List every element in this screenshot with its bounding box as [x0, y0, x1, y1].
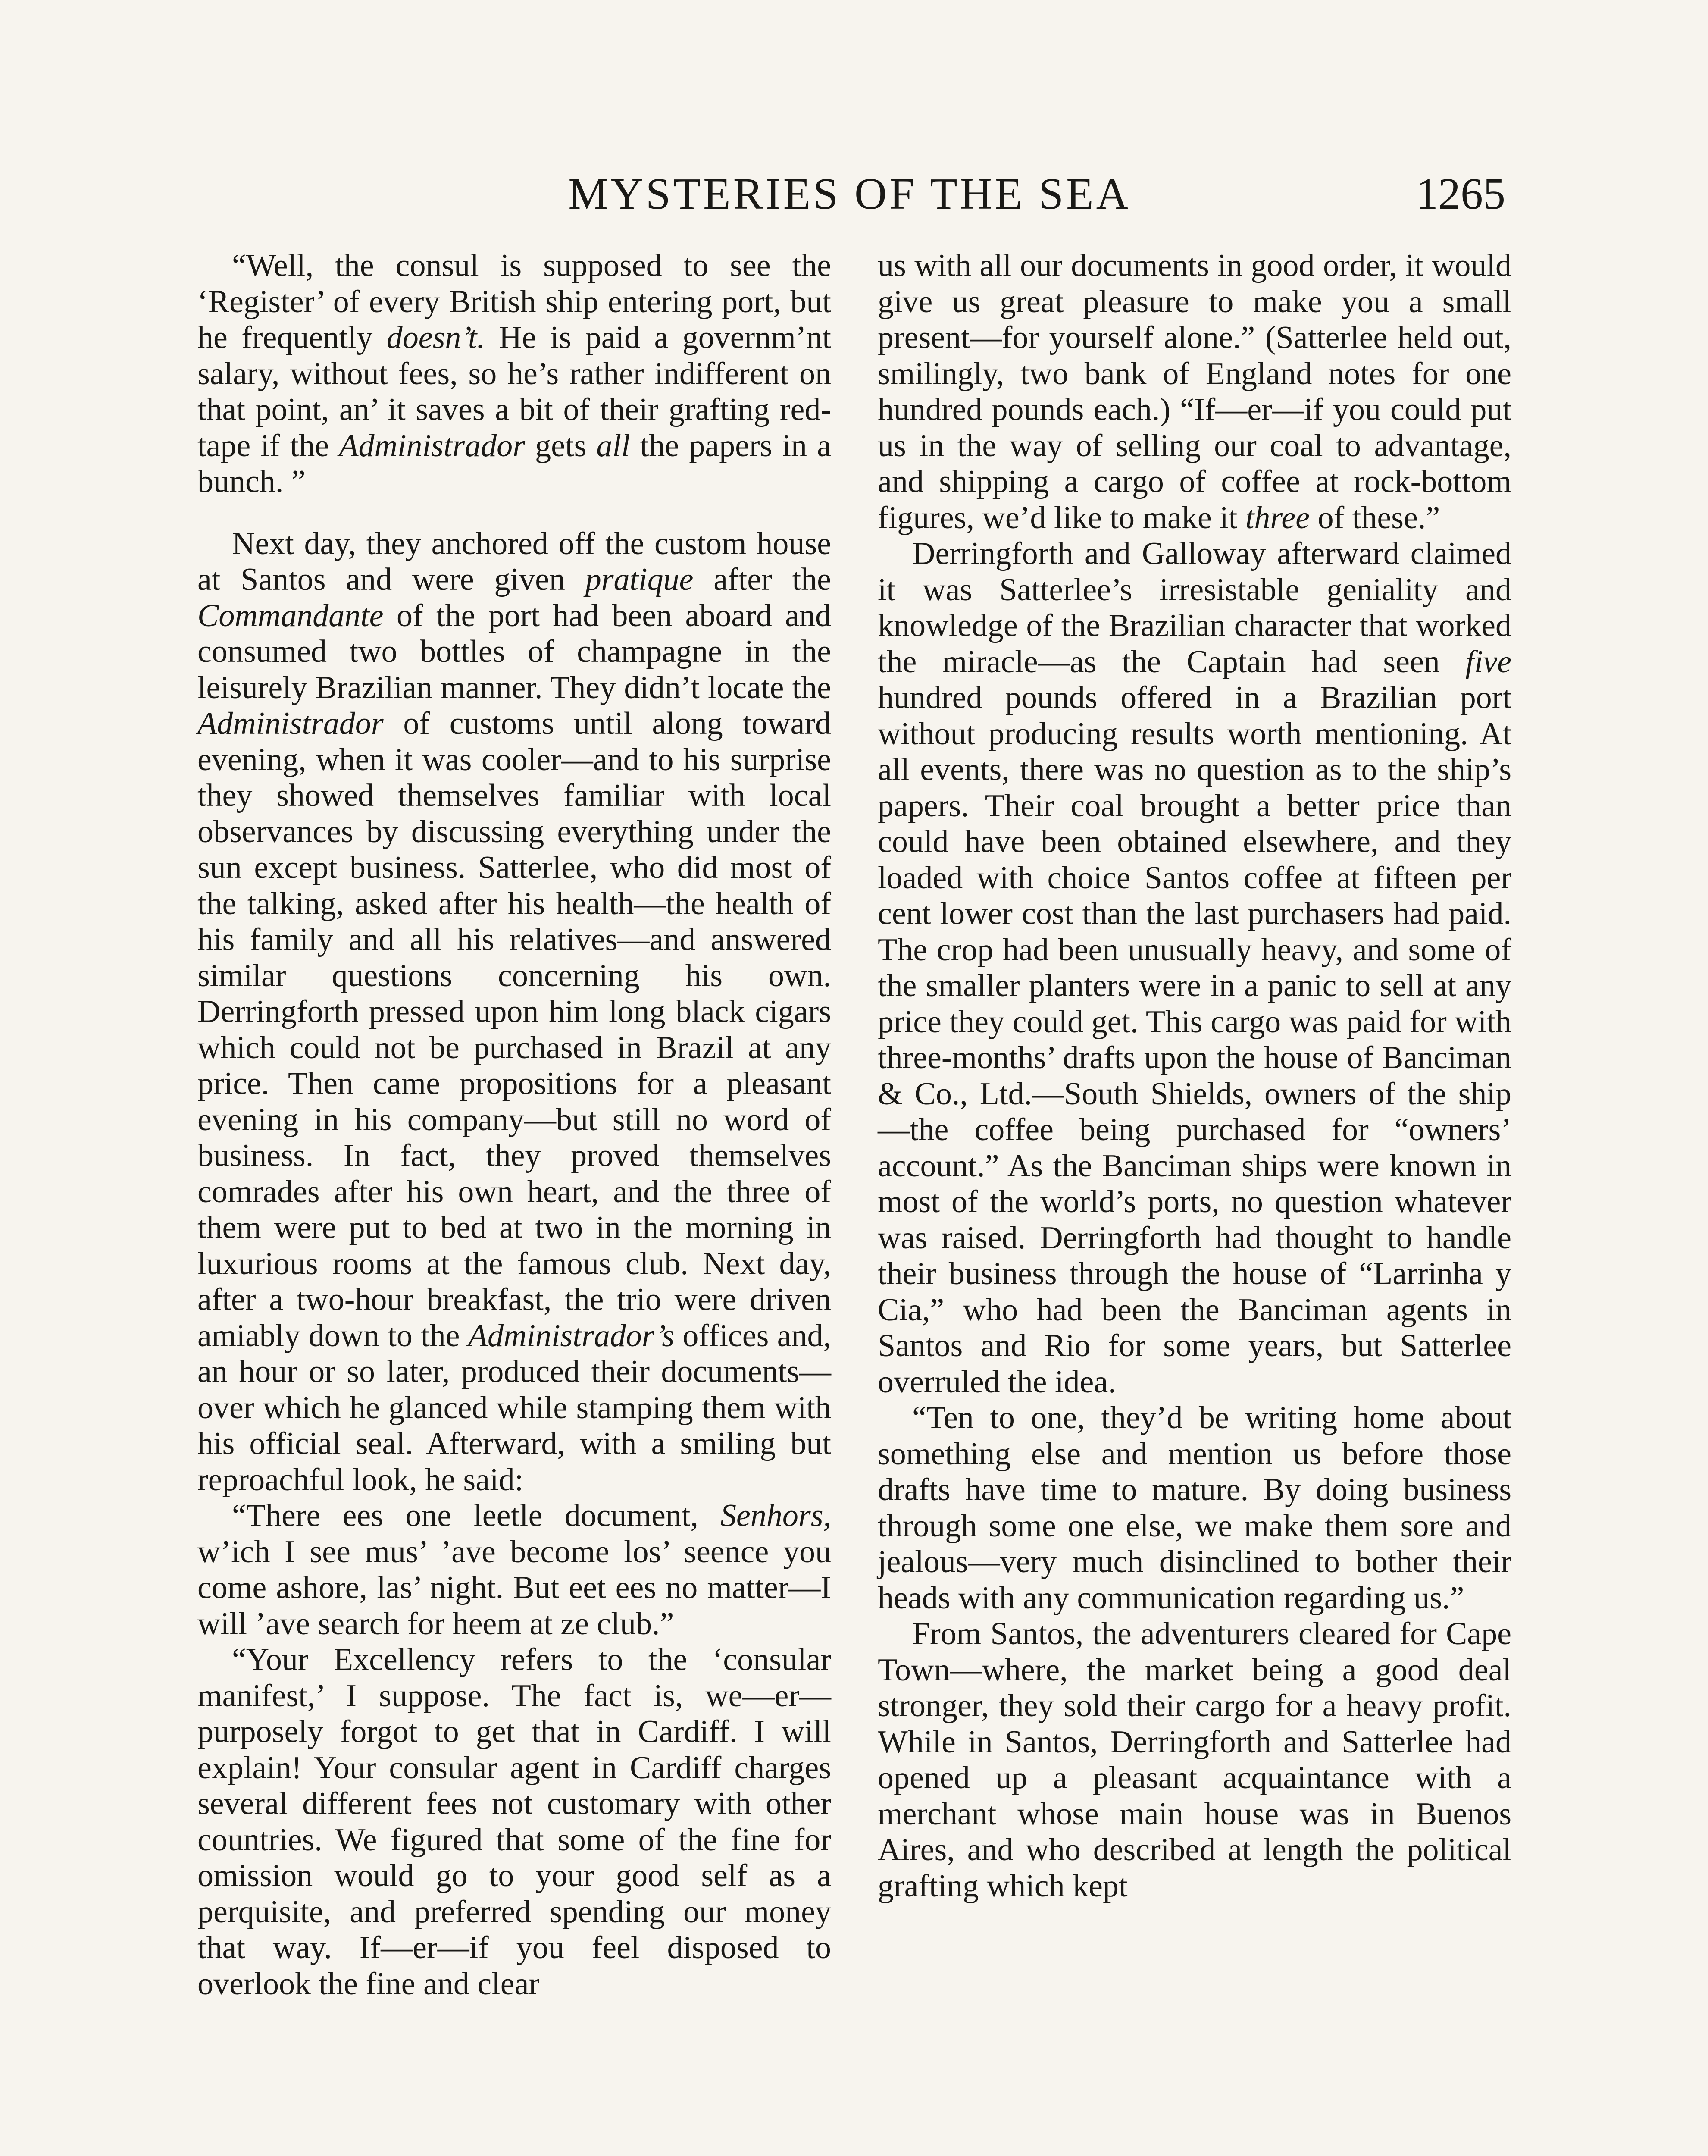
text-run: hundred pounds offered in a Brazilian port without producing results worth mentioning. At all events, there was no question as to the ship’s papers. Their coal brought a better price than could have been obtained elsewhere, and they loaded with choice Santos coffee at fifteen per cent lower cost than the last purchasers had paid. The crop had been unusually heavy, and some of the smaller planters were in a panic to sell at any price they could get. This cargo was paid for with three-months’ drafts upon the house of Banciman & Co., Ltd.—South Shields, owners of the ship—the coffee being purchased for “owners’ account.” As the Banciman ships were known in most of the world’s ports, no question whatever was raised. Derringforth had thought to handle their business through the house of “Larrinha y Cia,” who had been the Banciman agents in Santos and Rio for some years, but Satterlee overruled the idea.: [878, 680, 1511, 1400]
paragraph: [878, 248, 1511, 536]
text-run: He is paid a governm’nt salary, without fees, so he’s rather indifferent on that point, an’ it saves a bit of their grafting red-tape if the: [197, 320, 831, 464]
page-header: [194, 164, 1505, 224]
text-run: us with all our documents in good order, it would give us great pleasure to make you a small present—for yourself alone.” (Satterlee held out, smilingly, two bank of England notes for one hundred pounds each.) “If—er—if you could put us in the way of selling our coal to advantage, and shipping a cargo of coffee at rock-bottom figures, we’d like to make it: [878, 248, 1511, 536]
italic-text: Senhors,: [720, 1498, 831, 1533]
text-run: gets: [525, 428, 597, 464]
left-column: [197, 248, 831, 2002]
italic-text: Administrador: [339, 428, 525, 464]
paragraph: [878, 1400, 1511, 1616]
italic-text: all: [596, 428, 630, 464]
italic-text: three: [1245, 500, 1310, 536]
italic-text: five: [1465, 644, 1511, 680]
text-run: From Santos, the adventurers cleared for Cape Town—where, the market being a good deal stronger, they sold their cargo for a heavy profit. While in Santos, Derringforth and Satterlee had opened up a pleasant acquaintance with a merchant whose main house was in Buenos Aires, and who described at length the political grafting which kept: [878, 1616, 1511, 1904]
text-run: after the: [693, 562, 831, 597]
italic-text: Administrador: [197, 706, 384, 741]
paragraph: [197, 526, 831, 1498]
text-run: “There ees one leetle document,: [232, 1498, 721, 1533]
right-column: [878, 248, 1511, 1904]
text-run: of these.”: [1310, 500, 1440, 536]
paragraph: [878, 536, 1511, 1400]
text-run: of the port had been aboard and consumed two bottles of champagne in the leisurely Brazilian manner. They didn’t locate the: [197, 598, 831, 705]
text-run: of customs until along toward evening, when it was cooler—and to his surprise they showed themselves familiar with local observances by discussing everything under the sun except business. Satterlee, who did most of the talking, asked after his health—the health of his family and all his relatives—and answered similar questions concerning his own. Derringforth pressed upon him long black cigars which could not be purchased in Brazil at any price. Then came propositions for a pleasant evening in his company—but still no word of business. In fact, they proved themselves comrades after his own heart, and the three of them were put to bed at two in the morning in luxurious rooms at the famous club. Next day, after a two-hour breakfast, the trio were driven amiably down to the: [197, 706, 831, 1354]
page-number: 1265: [1416, 169, 1505, 219]
italic-text: Commandante: [197, 598, 384, 633]
text-run: w’ich I see mus’ ’ave become los’ seence you come ashore, las’ night. But eet ees no matter—I will ’ave search for heem at ze club.”: [197, 1534, 831, 1642]
text-run: the papers in a bunch. ”: [197, 428, 832, 499]
text-run: “Well, the consul is supposed to see the ‘Register’ of every British ship entering port, but he frequently: [197, 248, 831, 355]
paragraph: [197, 1642, 831, 2002]
italic-text: doesn’t.: [386, 320, 485, 355]
paragraph: [878, 1616, 1511, 1904]
paragraph: [197, 1498, 831, 1642]
italic-text: pratique: [585, 562, 694, 597]
text-run: “Ten to one, they’d be writing home about something else and mention us before those drafts have time to mature. By doing business through some one else, we make them sore and jealous—very much disinclined to bother their heads with any communication regarding us.”: [878, 1400, 1511, 1616]
running-title: MYSTERIES OF THE SEA: [568, 169, 1131, 219]
paragraph: [197, 248, 831, 500]
text-run: Derringforth and Galloway afterward claimed it was Satterlee’s irresistable geniality and knowledge of the Brazilian character that worked the miracle—as the Captain had seen: [878, 536, 1511, 680]
text-run: “Your Excellency refers to the ‘consular manifest,’ I suppose. The fact is, we—er—purposely forgot to get that in Cardiff. I will explain! Your consular agent in Cardiff charges several different fees not customary with other countries. We figured that some of the fine for omission would go to your good self as a perquisite, and preferred spending our money that way. If—er—if you feel disposed to overlook the fine and clear: [197, 1642, 831, 2002]
text-run: Next day, they anchored off the custom house at Santos and were given: [197, 526, 831, 597]
italic-text: Administrador’s: [468, 1318, 675, 1354]
text-run: offices and, an hour or so later, produced their documents—over which he glanced while stamping them with his official seal. Afterward, with a smiling but reproachful look, he said:: [197, 1318, 831, 1498]
